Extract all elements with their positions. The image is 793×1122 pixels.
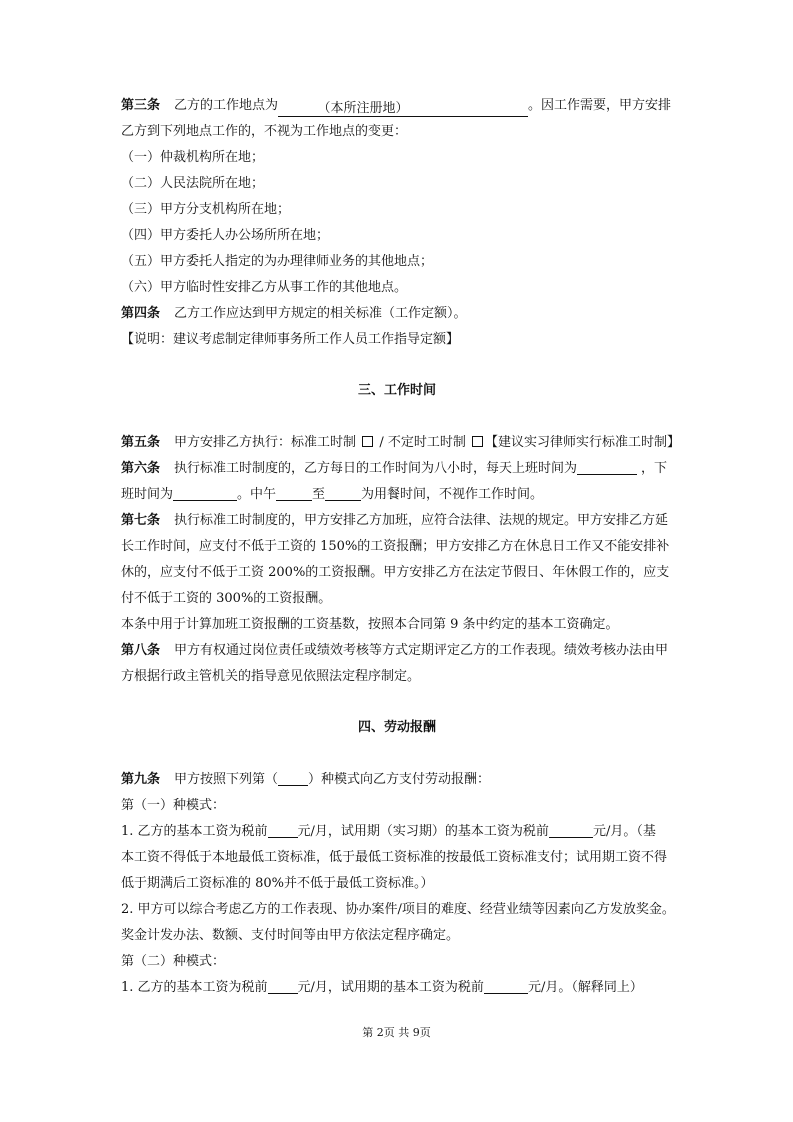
article-9-text: 甲方按照下列第（: [174, 772, 279, 787]
article-7-text: 执行标准工时制度的，甲方安排乙方加班，应符合法律、法规的规定。甲方安排乙方延: [174, 513, 669, 528]
article-8-line: 方根据行政主管机关的指导意见依照法定程序制定。: [121, 669, 421, 684]
mode-2-text-3: 元/月。（解释同上）: [527, 980, 643, 995]
mode-2-line1: [121, 975, 673, 1001]
list-item: （六）甲方临时性安排乙方从事工作的其他地点。: [121, 280, 408, 295]
article-7-line: 长工作时间，应支付不低于工资的 150%的工资报酬；甲方安排乙方在休息日工作又不能安排补: [121, 539, 670, 554]
article-6-text-6: 为用餐时间，不视作工作时间。: [361, 487, 544, 502]
list-item: （四）甲方委托人办公场所所在地；: [121, 228, 330, 243]
article-6-line1: [121, 456, 673, 482]
article-6-text-4: 。中午: [237, 487, 277, 502]
article-4: [121, 301, 673, 327]
list-item: （一）仲裁机构所在地；: [121, 150, 265, 165]
mode-2-text: 1. 乙方的基本工资为税前: [121, 980, 268, 995]
mode-1-text-2: 元/月，试用期（实习期）的基本工资为税前: [297, 824, 549, 839]
mode-choice-blank[interactable]: [278, 770, 308, 786]
article-6-text: 执行标准工时制度的，乙方每日的工作时间为八小时，每天上班时间为: [174, 461, 578, 476]
article-7-line1: [121, 508, 673, 534]
probation-salary-blank[interactable]: [549, 822, 593, 838]
article-5-label: 第五条: [121, 435, 161, 450]
mode-1-line1: [121, 819, 673, 845]
article-3-line1: [121, 93, 673, 119]
mode-1-line: 低于期满后工资标准的 80%并不低于最低工资标准。）: [121, 876, 434, 891]
article-7-line: 休的，应支付不低于工资 200%的工资报酬。甲方安排乙方在法定节假日、年休假工作的，应支: [121, 565, 670, 580]
article-3-text-2: 。因工作需要，甲方安排: [528, 98, 672, 113]
article-6-text-2: ，下: [641, 461, 668, 476]
article-6-line2: [121, 482, 673, 508]
article-7-label: 第七条: [121, 513, 161, 528]
section-title-work-time: 三、工作时间: [357, 383, 436, 398]
article-6-text-3: 班时间为: [121, 487, 174, 502]
article-5-note: 【建议实习律师实行标准工时制】: [484, 435, 680, 450]
article-8-label: 第八条: [121, 643, 161, 658]
contract-page: [121, 93, 680, 1001]
flexible-hours-checkbox[interactable]: [472, 436, 483, 447]
article-9-line1: [121, 767, 673, 793]
mode-2-probation-salary-blank[interactable]: [484, 978, 528, 994]
list-item: （三）甲方分支机构所在地；: [121, 202, 291, 217]
article-5-text: 甲方安排乙方执行：标准工时制: [174, 435, 357, 450]
mode-1-text: 1. 乙方的基本工资为税前: [121, 824, 268, 839]
article-6-label: 第六条: [121, 461, 161, 476]
section-title-remuneration: 四、劳动报酬: [357, 720, 436, 735]
work-place-blank[interactable]: [278, 101, 528, 117]
mode-2-base-salary-blank[interactable]: [268, 978, 298, 994]
article-4-note: 【说明：建议考虑制定律师事务所工作人员工作指导定额】: [121, 332, 460, 347]
article-3-label: 第三条: [121, 98, 161, 113]
mode-1-bonus-line: 2. 甲方可以综合考虑乙方的工作表现、协办案件/项目的难度、经营业绩等因素向乙方发放奖金。: [121, 902, 675, 917]
base-salary-blank[interactable]: [268, 822, 298, 838]
mode-1-text-3: 元/月。（基: [592, 824, 656, 839]
article-7-line: 本条中用于计算加班工资报酬的工资基数，按照本合同第 9 条中约定的基本工资确定。: [121, 617, 619, 632]
article-3-text: 乙方的工作地点为: [174, 98, 279, 113]
list-item: （二）人民法院所在地；: [121, 176, 265, 191]
mode-2-title: 第（二）种模式：: [121, 954, 226, 969]
mode-1-line: 本工资不得低于本地最低工资标准，低于最低工资标准的按最低工资标准支付；试用期工资不得: [121, 850, 668, 865]
article-4-label: 第四条: [121, 306, 161, 321]
article-5: [121, 430, 680, 456]
article-7-line: 付不低于工资的 300%的工资报酬。: [121, 591, 332, 606]
standard-hours-checkbox[interactable]: [362, 436, 373, 447]
page-number: 第 2页 共 9页: [362, 1026, 431, 1039]
list-item: （五）甲方委托人指定的为办理律师业务的其他地点；: [121, 254, 434, 269]
article-8-line1: [121, 638, 673, 664]
lunch-end-blank[interactable]: [325, 485, 361, 501]
work-place-value: （本所注册地）: [317, 101, 409, 116]
mode-1-title: 第（一）种模式：: [121, 798, 226, 813]
start-time-blank[interactable]: [577, 459, 637, 475]
article-6-text-5: 至: [312, 487, 326, 502]
article-5-text-2: / 不定时工时制: [379, 435, 466, 450]
article-3-line2: 乙方到下列地点工作的，不视为工作地点的变更：: [121, 124, 408, 139]
article-9-text-2: ）种模式向乙方支付劳动报酬：: [308, 772, 491, 787]
article-8-text: 甲方有权通过岗位责任或绩效考核等方式定期评定乙方的工作表现。绩效考核办法由甲: [174, 643, 669, 658]
mode-2-text-2: 元/月，试用期的基本工资为税前: [297, 980, 484, 995]
lunch-start-blank[interactable]: [276, 485, 312, 501]
article-4-text: 乙方工作应达到甲方规定的相关标准（工作定额）。: [174, 306, 467, 321]
article-9-label: 第九条: [121, 772, 161, 787]
mode-1-bonus-line: 奖金计发办法、数额、支付时间等由甲方依法定程序确定。: [121, 928, 460, 943]
end-time-blank[interactable]: [173, 485, 237, 501]
